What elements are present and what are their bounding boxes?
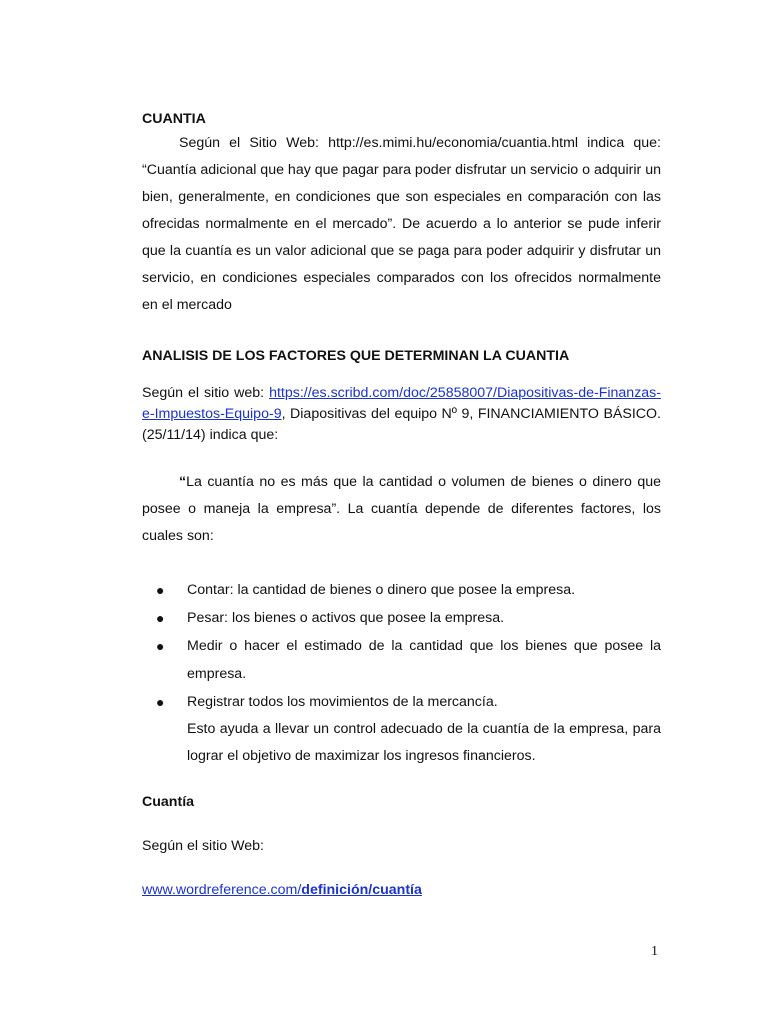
source-prefix: Según el sitio web: <box>142 385 270 401</box>
wordreference-link-plain: www.wordreference.com/ <box>142 882 302 898</box>
list-item <box>142 604 661 632</box>
list-item-text: Pesar: los bienes o activos que posee la empresa. <box>187 610 505 626</box>
list-item-text: Contar: la cantidad de bienes o dinero que posee la empresa. <box>187 582 576 598</box>
list-item-text: Registrar todos los movimientos de la mercancía. <box>187 694 498 710</box>
quote-text: La cuantía no es más que la cantidad o volumen de bienes o dinero que posee o maneja la empresa”. La cuantía depende de diferentes factores, los cuales son: <box>142 474 661 544</box>
paragraph-wordreference <box>142 880 661 901</box>
list-item-text: Medir o hacer el estimado de la cantidad que los bienes que posee la empresa. <box>187 638 661 682</box>
bullet-icon: ● <box>156 638 165 654</box>
wordreference-link-bold: definición/cuantía <box>301 882 422 898</box>
section-heading-analisis: ANALISIS DE LOS FACTORES QUE DETERMINAN LA CUANTIA <box>142 348 570 364</box>
quote-mark: “ <box>179 474 187 490</box>
source-suffix: , Diapositivas del equipo Nº 9, FINANCIAMIENTO BÁSICO. (25/11/14) indica que: <box>142 406 661 443</box>
list-item <box>142 576 661 604</box>
paragraph-cuantia-definition: Según el Sitio Web: http://es.mimi.hu/economia/cuantia.html indica que: “Cuantía adicional que hay que pagar para poder disfrutar un servicio o adquirir un bien, generalmente, en condiciones que son especiales en comparación con las ofrecidas normalmente en el mercado”. De acuerdo a lo anterior se pude inferir que la cuantía es un valor adicional que se paga para poder adquirir y disfrutar un servicio, en condiciones especiales comparados con los ofrecidos normalmente en el mercado <box>142 135 661 313</box>
list-item <box>142 688 661 716</box>
page-number: 1 <box>651 944 658 959</box>
paragraph-quote <box>142 469 661 550</box>
scribd-link[interactable]: https://es.scribd.com/doc/25858007/Diapositivas-de-Finanzas-e-Impuestos-Equipo-9 <box>142 385 661 422</box>
section-heading-cuantia: CUANTIA <box>142 111 206 127</box>
section-heading-cuantia-2: Cuantía <box>142 794 195 810</box>
paragraph-source-intro: Según el sitio Web: <box>142 838 264 854</box>
wordreference-link[interactable] <box>142 882 422 898</box>
list-followup-text: Esto ayuda a llevar un control adecuado de la cuantía de la empresa, para lograr el objetivo de maximizar los ingresos financieros. <box>187 721 661 764</box>
list-item <box>142 632 661 688</box>
bullet-icon: ● <box>156 610 165 626</box>
bullet-icon: ● <box>156 694 165 710</box>
paragraph-source-scribd <box>142 383 661 446</box>
bullet-icon: ● <box>156 582 165 598</box>
document-body <box>142 108 661 901</box>
factors-list <box>142 576 661 716</box>
